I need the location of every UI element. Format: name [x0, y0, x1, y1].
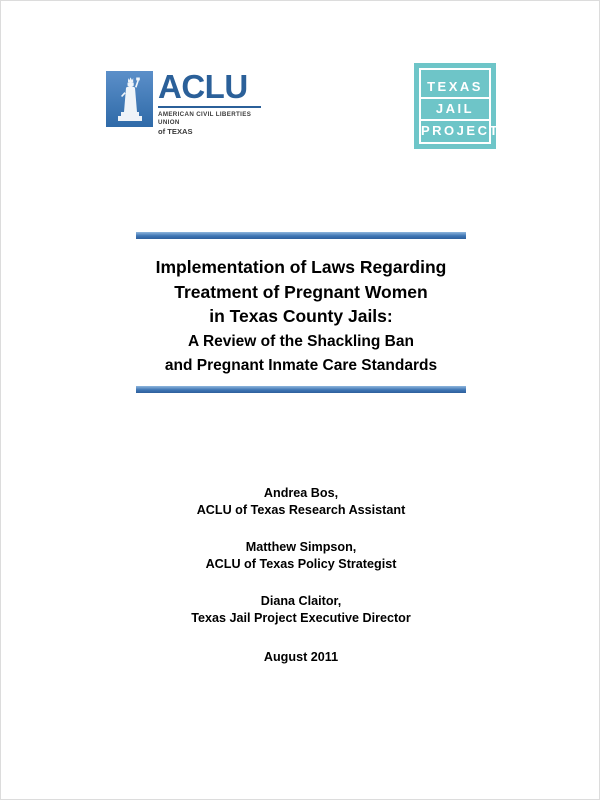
- aclu-subtitle-line2: of TEXAS: [158, 127, 193, 136]
- title-rule-bottom: [136, 386, 466, 393]
- tjp-divider-1: [421, 97, 489, 99]
- author-name: Andrea Bos,: [263, 486, 339, 500]
- author-role: Texas Jail Project Executive Director: [191, 611, 411, 625]
- aclu-logo: [106, 68, 261, 141]
- subtitle-line-2: and Pregnant Inmate Care Standards: [164, 356, 438, 374]
- aclu-subtitle-line1: AMERICAN CIVIL LIBERTIES UNION: [158, 111, 252, 126]
- texas-jail-project-logo: [414, 63, 500, 149]
- tjp-line-1: TEXAS: [427, 79, 483, 94]
- title-rule-top: [136, 232, 466, 239]
- author-entry: [61, 539, 541, 573]
- title-line-2: Treatment of Pregnant Women: [174, 281, 428, 302]
- aclu-divider: [158, 106, 261, 108]
- author-name: Diana Claitor,: [260, 594, 342, 608]
- aclu-badge: [106, 71, 153, 127]
- author-name: Matthew Simpson,: [245, 540, 357, 554]
- author-entry: [61, 593, 541, 627]
- title-line-1: Implementation of Laws Regarding: [155, 257, 447, 277]
- author-role: ACLU of Texas Policy Strategist: [205, 557, 397, 571]
- aclu-wordmark: ACLU: [158, 68, 248, 105]
- author-role: ACLU of Texas Research Assistant: [196, 503, 406, 517]
- tjp-inner-border: [419, 68, 500, 144]
- tjp-line-3: PROJECT: [421, 123, 500, 138]
- logo-row: [1, 63, 600, 163]
- tjp-divider-2: [421, 119, 489, 121]
- author-entry: [61, 485, 541, 519]
- publication-date: August 2011: [263, 650, 339, 664]
- tjp-line-2: JAIL: [435, 101, 475, 116]
- title-line-3: in Texas County Jails:: [209, 306, 393, 326]
- statue-of-liberty-icon: [115, 76, 145, 122]
- subtitle-line-1: A Review of the Shackling Ban: [188, 332, 414, 350]
- aclu-wordmark-block: [158, 69, 261, 136]
- author-list: [61, 485, 541, 647]
- page-title: [61, 255, 541, 377]
